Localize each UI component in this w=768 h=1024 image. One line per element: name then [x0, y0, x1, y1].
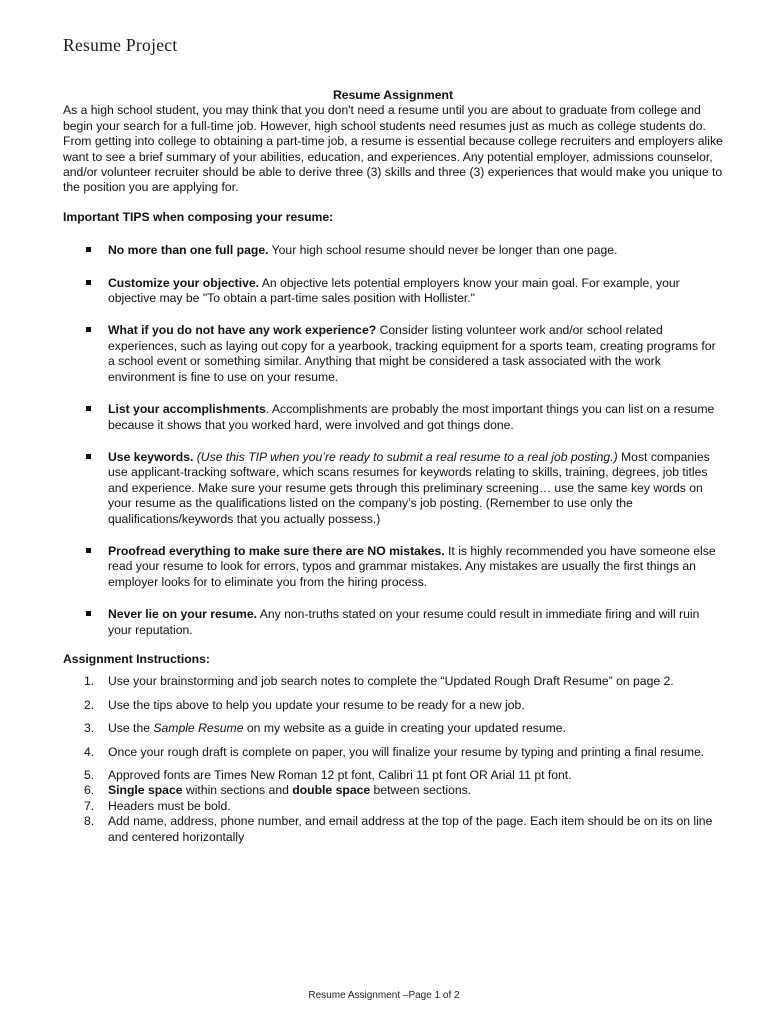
bullet-icon	[86, 327, 91, 332]
bullet-icon	[86, 611, 91, 616]
instruction-number: 6.	[84, 783, 95, 798]
tip-title: Proofread everything to make sure there are NO mistakes.	[108, 543, 445, 558]
instruction-text: Headers must be bold.	[108, 798, 231, 813]
bullet-icon	[86, 280, 91, 285]
tip-title: Never lie on your resume.	[108, 607, 258, 622]
instruction-text: Use your brainstorming and job search notes to complete the “Updated Rough Draft Resume” on page 2.	[108, 674, 674, 689]
bullet-icon	[86, 454, 91, 459]
instruction-number: 7.	[84, 798, 95, 813]
tip-note: (Use this TIP when you’re ready to submit a real resume to a real job posting.)	[193, 449, 618, 464]
tip-text: Any non-truths stated on your resume could result in immediate firing and will ruin your reputation.	[108, 607, 700, 637]
instruction-bold-1: Single space	[108, 783, 183, 798]
tip-title: Use keywords.	[108, 449, 194, 464]
tip-title: Customize your objective.	[108, 275, 260, 290]
tip-text: It is highly recommended you have someone else read your resume to look for errors, typos and grammar mistakes. Any mistakes are usually the first things an employer looks for to eliminate you from the hiring process.	[108, 543, 716, 589]
tip-item	[63, 323, 723, 385]
tip-item	[63, 544, 723, 590]
instruction-item	[63, 745, 723, 760]
assignment-title: Resume Assignment	[332, 88, 454, 102]
tip-item	[63, 450, 723, 527]
instruction-text: Once your rough draft is complete on paper, you will finalize your resume by typing and printing a final resume.	[108, 744, 705, 759]
instruction-item	[63, 698, 723, 713]
page-header-title: Resume Project	[63, 35, 178, 55]
instruction-mid: within sections and	[182, 783, 293, 798]
instructions-list	[63, 674, 723, 845]
tip-title: No more than one full page.	[108, 243, 269, 258]
tip-text: . Accomplishments are probably the most important things you can list on a resume because it shows that you worked hard, were involved and got things done.	[108, 402, 715, 432]
tip-item	[63, 276, 723, 307]
bullet-icon	[86, 406, 91, 411]
instruction-text: Add name, address, phone number, and email address at the top of the page. Each item should be on its on line and centered horizontally	[108, 814, 713, 844]
tip-title: What if you do not have any work experience?	[108, 323, 377, 338]
instruction-item	[63, 721, 723, 736]
page-footer: Resume Assignment –Page 1 of 2	[308, 990, 460, 1001]
instruction-text: between sections.	[370, 783, 472, 798]
instruction-pre: Use the	[108, 721, 154, 736]
instruction-item	[63, 674, 723, 689]
instruction-number: 1.	[84, 674, 95, 689]
tips-list	[63, 243, 723, 638]
bullet-icon	[86, 548, 91, 553]
tips-heading: Important TIPS when composing your resume:	[63, 209, 334, 224]
instruction-bold-2: double space	[292, 783, 371, 798]
tip-item	[63, 607, 723, 638]
instruction-italic: Sample Resume	[153, 721, 244, 736]
instruction-item	[63, 799, 723, 814]
tip-title: List your accomplishments	[108, 402, 266, 417]
instruction-item	[63, 783, 723, 798]
instructions-heading: Assignment Instructions:	[63, 651, 210, 666]
tip-text: An objective lets potential employers know your main goal. For example, your objective may be "To obtain a part-time sales position with Hollister."	[108, 275, 680, 306]
instruction-text: on my website as a guide in creating your updated resume.	[243, 721, 566, 736]
intro-paragraph: As a high school student, you may think that you don't need a resume until you are about to graduate from college and begin your search for a full-time job. However, high school students need resumes just as much as college students do. From getting into college to obtaining a part-time job, a resume is essential because college recruiters and employers alike want to see a brief summary of your abilities, education, and experiences. Any potential employer, admissions counselor, and/or volunteer recruiter should be able to derive three (3) skills and three (3) experiences that would make you unique to the position you are applying for.	[63, 103, 723, 195]
instruction-text: Approved fonts are Times New Roman 12 pt font, Calibri 11 pt font OR Arial 11 pt font.	[108, 768, 572, 782]
instruction-item	[63, 768, 723, 783]
instruction-number: 2.	[84, 697, 95, 712]
tip-text: Consider listing volunteer work and/or school related experiences, such as laying out copy for a yearbook, tracking equipment for a sports team, creating programs for a school event or something similar. Anything that might be considered a task associated with the work environment is fine to use on your resume.	[108, 323, 716, 384]
instruction-item	[63, 814, 723, 845]
tip-text: Your high school resume should never be longer than one page.	[268, 243, 618, 258]
instruction-text: Use the tips above to help you update your resume to be ready for a new job.	[108, 697, 525, 712]
tip-item	[63, 402, 723, 433]
instruction-number: 3.	[84, 721, 95, 736]
instruction-number: 8.	[84, 814, 95, 829]
document-body	[63, 88, 723, 845]
instruction-number: 4.	[84, 744, 95, 759]
tip-item	[63, 243, 723, 258]
bullet-icon	[86, 247, 91, 252]
tip-text: Most companies use applicant-tracking software, which scans resumes for keywords relating to skills, training, degrees, job titles and experience. Make sure your resume gets through this preliminary screening… use the same key words on your resume as the qualifications listed on the company’s job posting. (Remember to use only the qualifications/keywords that you actually possess.)	[108, 449, 710, 526]
instruction-number: 5.	[84, 768, 95, 782]
